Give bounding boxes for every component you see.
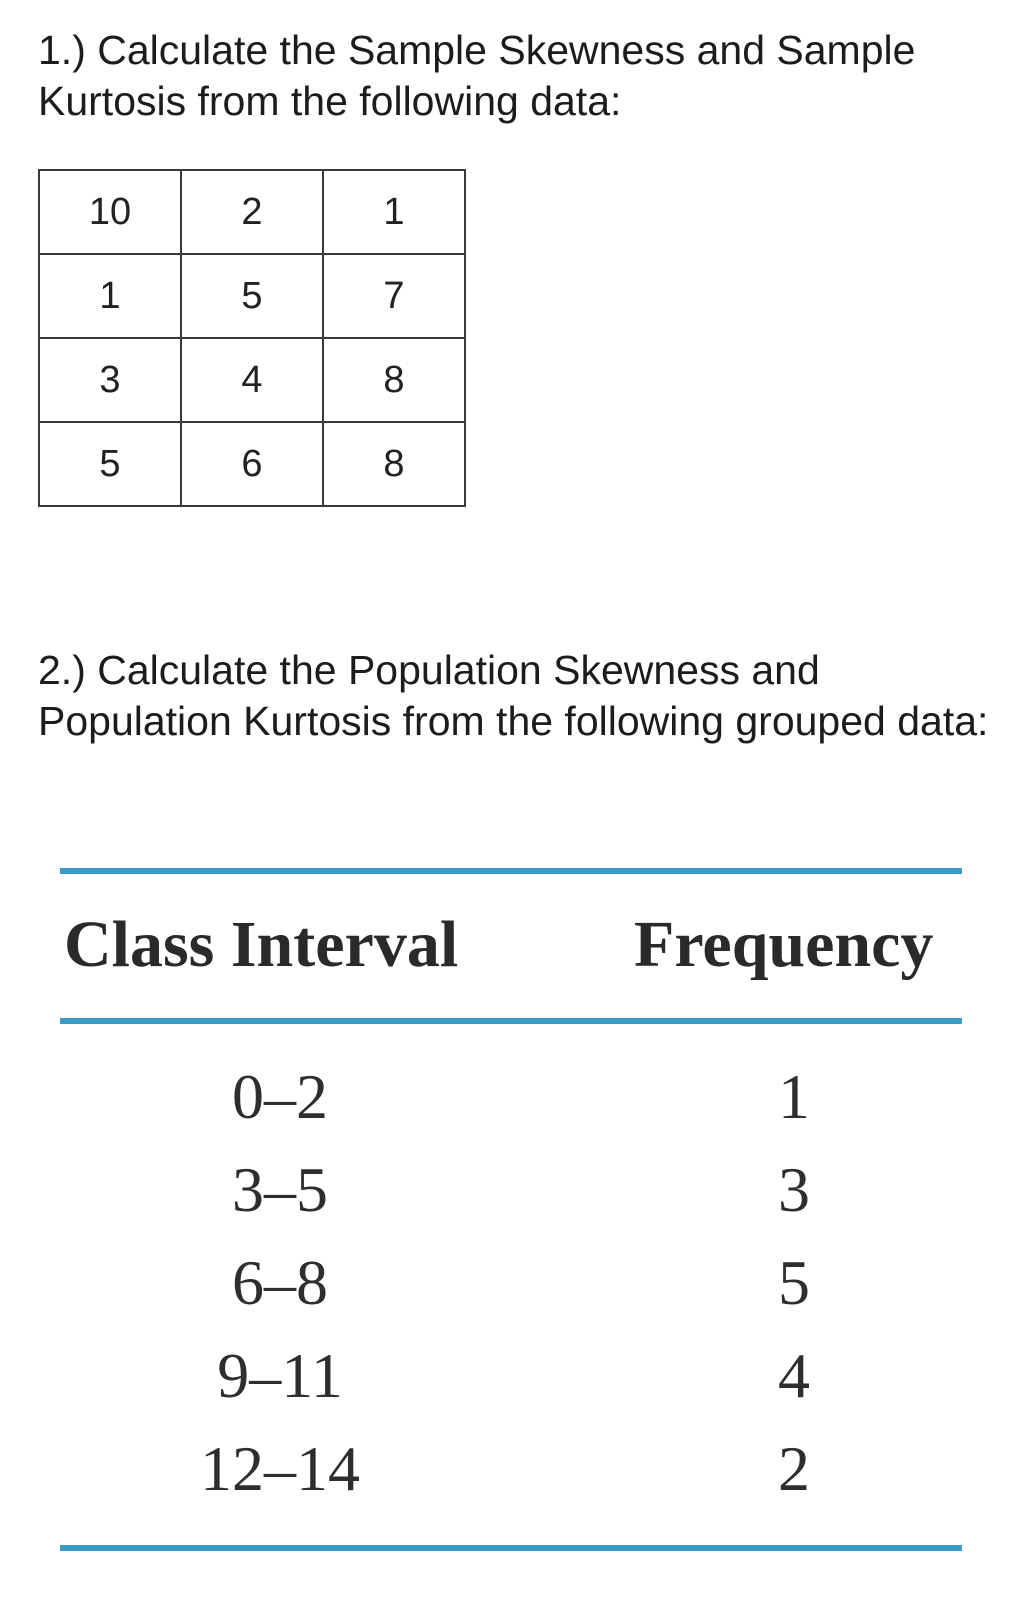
table-row bbox=[39, 254, 465, 338]
class-interval-cell: 0–2 bbox=[232, 1061, 328, 1132]
table-row bbox=[0, 1422, 1019, 1515]
table-row bbox=[0, 1236, 1019, 1329]
table-row bbox=[39, 170, 465, 254]
table-row bbox=[0, 1143, 1019, 1236]
frequency-header: Frequency bbox=[634, 908, 934, 981]
class-interval-cell: 6–8 bbox=[232, 1247, 328, 1318]
frequency-cell: 2 bbox=[778, 1433, 810, 1504]
class-interval-cell: 9–11 bbox=[217, 1340, 343, 1411]
class-interval-cell: 3–5 bbox=[232, 1154, 328, 1225]
frequency-cell: 5 bbox=[778, 1247, 810, 1318]
data-cell: 5 bbox=[181, 254, 323, 338]
data-cell: 7 bbox=[323, 254, 465, 338]
question-1-text: 1.) Calculate the Sample Skewness and Sample Kurtosis from the following data: bbox=[38, 27, 916, 124]
table-bottom-rule bbox=[60, 1545, 962, 1551]
data-cell: 8 bbox=[323, 338, 465, 422]
data-cell: 1 bbox=[323, 170, 465, 254]
data-cell: 1 bbox=[39, 254, 181, 338]
data-cell: 3 bbox=[39, 338, 181, 422]
table-row bbox=[0, 1050, 1019, 1143]
data-cell: 5 bbox=[39, 422, 181, 506]
table-header-rule bbox=[60, 1018, 962, 1024]
class-interval-cell: 12–14 bbox=[200, 1433, 360, 1504]
table-row bbox=[0, 1329, 1019, 1422]
table-row bbox=[39, 422, 465, 506]
data-cell: 4 bbox=[181, 338, 323, 422]
data-cell: 2 bbox=[181, 170, 323, 254]
table-row bbox=[39, 338, 465, 422]
table-top-rule bbox=[60, 868, 962, 874]
frequency-cell: 1 bbox=[778, 1061, 810, 1132]
sample-data-table bbox=[38, 169, 466, 507]
frequency-cell: 4 bbox=[778, 1340, 810, 1411]
data-cell: 8 bbox=[323, 422, 465, 506]
frequency-cell: 3 bbox=[778, 1154, 810, 1225]
class-interval-header: Class Interval bbox=[64, 908, 459, 981]
data-cell: 10 bbox=[39, 170, 181, 254]
data-cell: 6 bbox=[181, 422, 323, 506]
question-2-text: 2.) Calculate the Population Skewness and Population Kurtosis from the following grouped data: bbox=[38, 647, 989, 744]
